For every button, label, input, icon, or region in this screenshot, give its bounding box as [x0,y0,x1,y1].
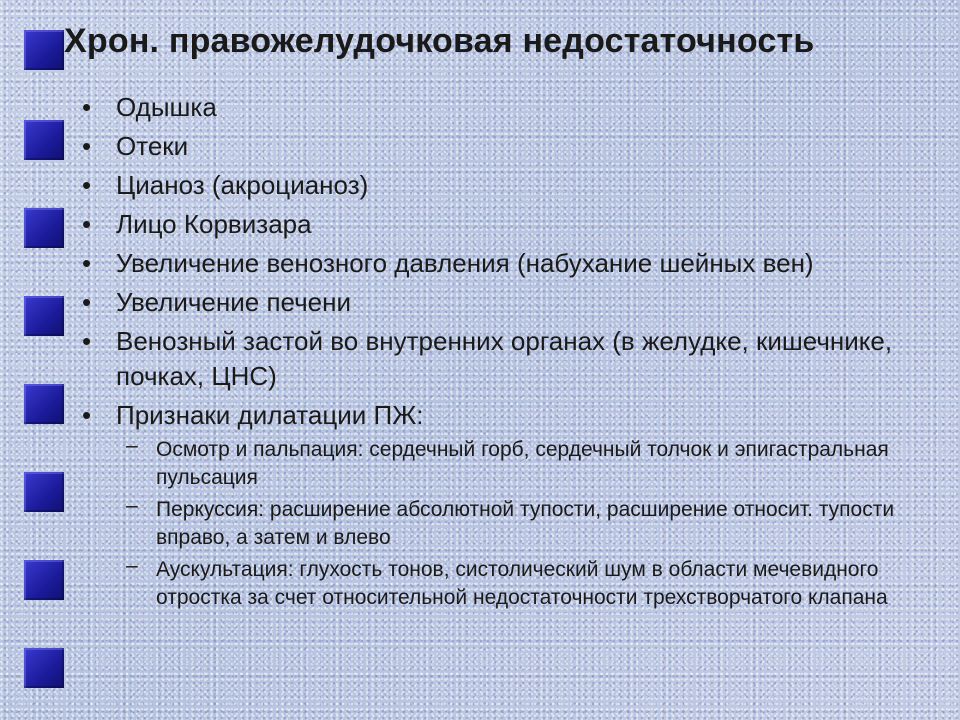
bullet-item [78,90,928,125]
dash-icon: – [126,494,138,517]
sub-bullet-item [116,556,928,612]
dash-icon: – [126,554,138,577]
square-marker-icon [24,472,64,512]
bullet-text: Лицо Корвизара [116,209,312,239]
bullet-icon: • [82,170,92,200]
square-marker-icon [24,648,64,688]
bullet-icon: • [82,92,92,122]
square-marker-icon [24,30,64,70]
bullet-icon: • [82,131,92,161]
bullet-item [78,285,928,320]
bullet-item [78,324,928,394]
dash-icon: – [126,434,138,457]
bullet-item [78,246,928,281]
sub-bullet-list [116,436,928,612]
bullet-text: Цианоз (акроцианоз) [116,170,369,200]
bullet-icon: • [82,326,92,356]
sub-bullet-text: Аускультация: глухость тонов, систолический шум в области мечевидного отростка за счет относительной недостаточности трехстворчатого клапана [156,558,888,609]
square-marker-icon [24,208,64,248]
square-marker-icon [24,120,64,160]
bullet-text: Одышка [116,92,217,122]
bullet-text: Признаки дилатации ПЖ: [116,400,424,430]
bullet-text: Увеличение печени [116,287,352,317]
bullet-list [78,90,928,616]
bullet-text: Венозный застой во внутренних органах (в желудке, кишечнике, почках, ЦНС) [116,326,893,391]
sub-bullet-text: Осмотр и пальпация: сердечный горб, сердечный толчок и эпигастральная пульсация [156,438,889,489]
slide-title: Хрон. правожелудочковая недостаточность [64,22,815,60]
sub-bullet-text: Перкуссия: расширение абсолютной тупости, расширение относит. тупости вправо, а затем и влево [156,498,895,549]
bullet-text: Увеличение венозного давления (набухание шейных вен) [116,248,814,278]
bullet-icon: • [82,400,92,430]
bullet-text: Отеки [116,131,189,161]
square-marker-icon [24,296,64,336]
bullet-item [78,207,928,242]
bullet-icon: • [82,209,92,239]
square-marker-icon [24,560,64,600]
bullet-icon: • [82,248,92,278]
bullet-item [78,168,928,203]
square-marker-icon [24,384,64,424]
bullet-item [78,398,928,612]
bullet-icon: • [82,287,92,317]
bullet-item [78,129,928,164]
sub-bullet-item [116,496,928,552]
sub-bullet-item [116,436,928,492]
